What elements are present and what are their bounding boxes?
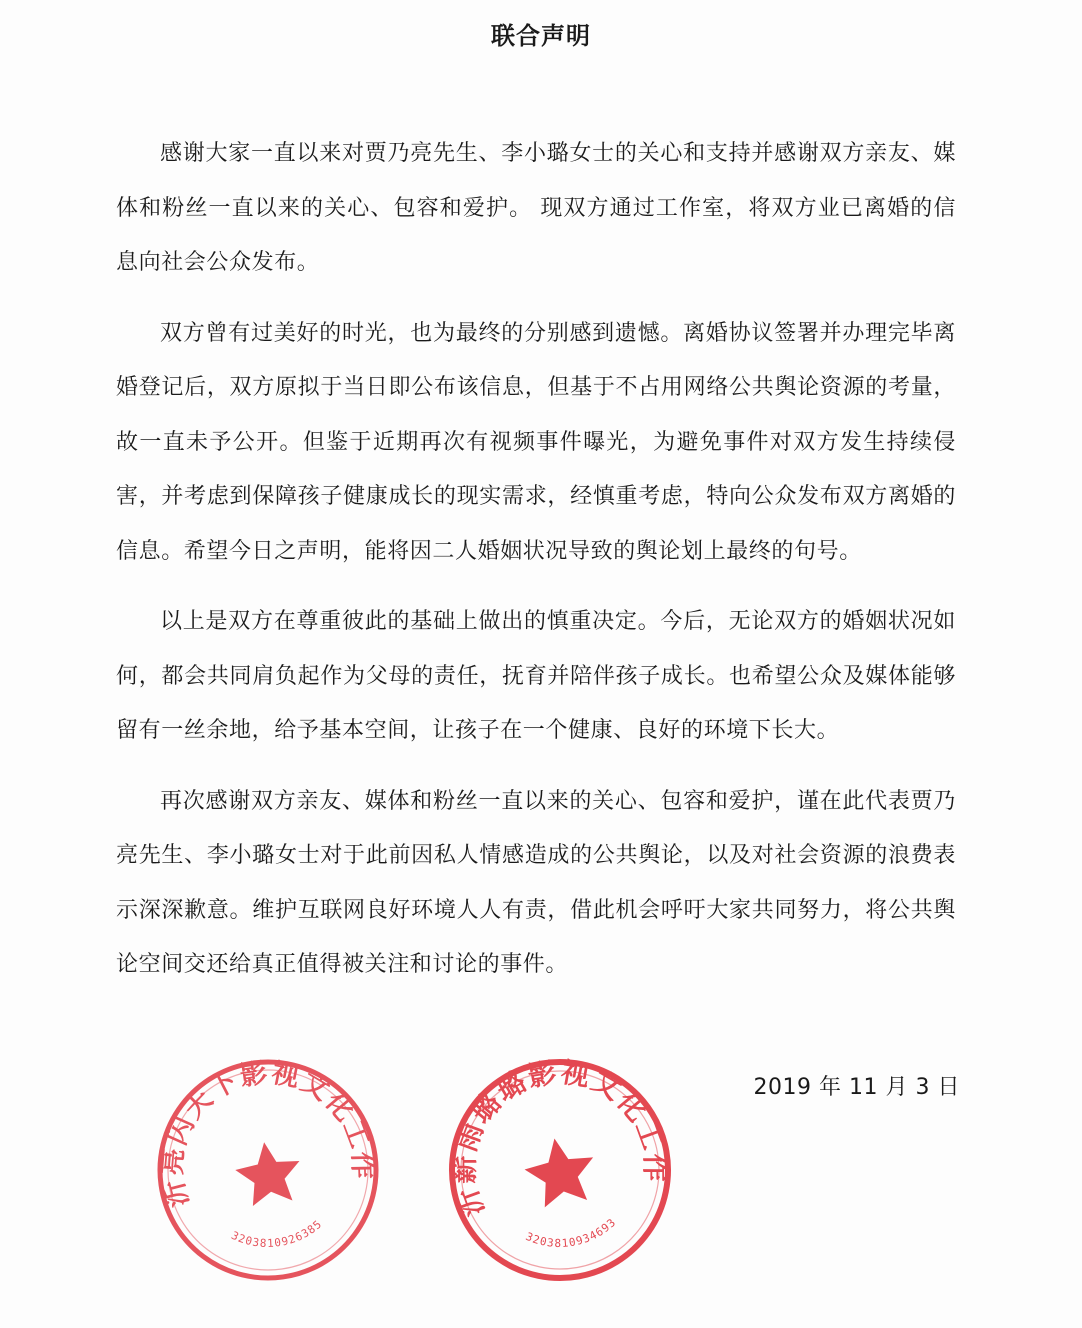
- svg-text:新沂薪雨璐璐影视文化工作室: [440, 1050, 677, 1226]
- company-seal-2: [440, 1050, 680, 1290]
- paragraph: 再次感谢双方亲友、媒体和粉丝一直以来的关心、包容和爱护，谨在此代表贾乃亮先生、李小璐女士对于此前因私人情感造成的公共舆论，以及对社会资源的浪费表示深深歉意。维护互联网良好环境人人有责，借此机会呼吁大家共同努力，将公共舆论空间交还给真正值得被关注和讨论的事件。: [116, 788, 956, 977]
- seal-name-text: 新沂亮闪天下影视文化工作室: [156, 1057, 379, 1211]
- svg-text:3203810926385: [228, 1216, 327, 1255]
- seal-stamp-icon: [440, 1050, 680, 1290]
- statement-body: [116, 127, 956, 1009]
- paragraph: 双方曾有过美好的时光，也为最终的分别感到遗憾。离婚协议签署并办理完毕离婚登记后，双方原拟于当日即公布该信息，但基于不占用网络公共舆论资源的考量，故一直未予公开。但鉴于近期再次有视频事件曝光，为避免事件对双方发生持续侵害，并考虑到保障孩子健康成长的现实需求，经慎重考虑，特向公众发布双方离婚的信息。希望今日之声明，能将因二人婚姻状况导致的舆论划上最终的句号。: [116, 320, 956, 564]
- seal-number-text: 3203810934693: [523, 1215, 619, 1250]
- seal-stamp-icon: [148, 1050, 388, 1290]
- svg-text:3203810934693: [522, 1214, 622, 1257]
- seal-number-text: 3203810926385: [229, 1217, 325, 1251]
- paragraph: 以上是双方在尊重彼此的基础上做出的慎重决定。今后，无论双方的婚姻状况如何，都会共同肩负起作为父母的责任，抚育并陪伴孩子成长。也希望公众及媒体能够留有一丝余地，给予基本空间，让孩子在一个健康、良好的环境下长大。: [116, 609, 956, 743]
- document-title: 联合声明: [491, 22, 591, 50]
- statement-date: 2019 年 11 月 3 日: [753, 1075, 960, 1100]
- seal-name-text: 新沂薪雨璐璐影视文化工作室: [447, 1055, 672, 1222]
- paragraph: 感谢大家一直以来对贾乃亮先生、李小璐女士的关心和支持并感谢双方亲友、媒体和粉丝一直以来的关心、包容和爱护。 现双方通过工作室，将双方业已离婚的信息向社会公众发布。: [116, 141, 956, 275]
- company-seal-1: [148, 1050, 388, 1290]
